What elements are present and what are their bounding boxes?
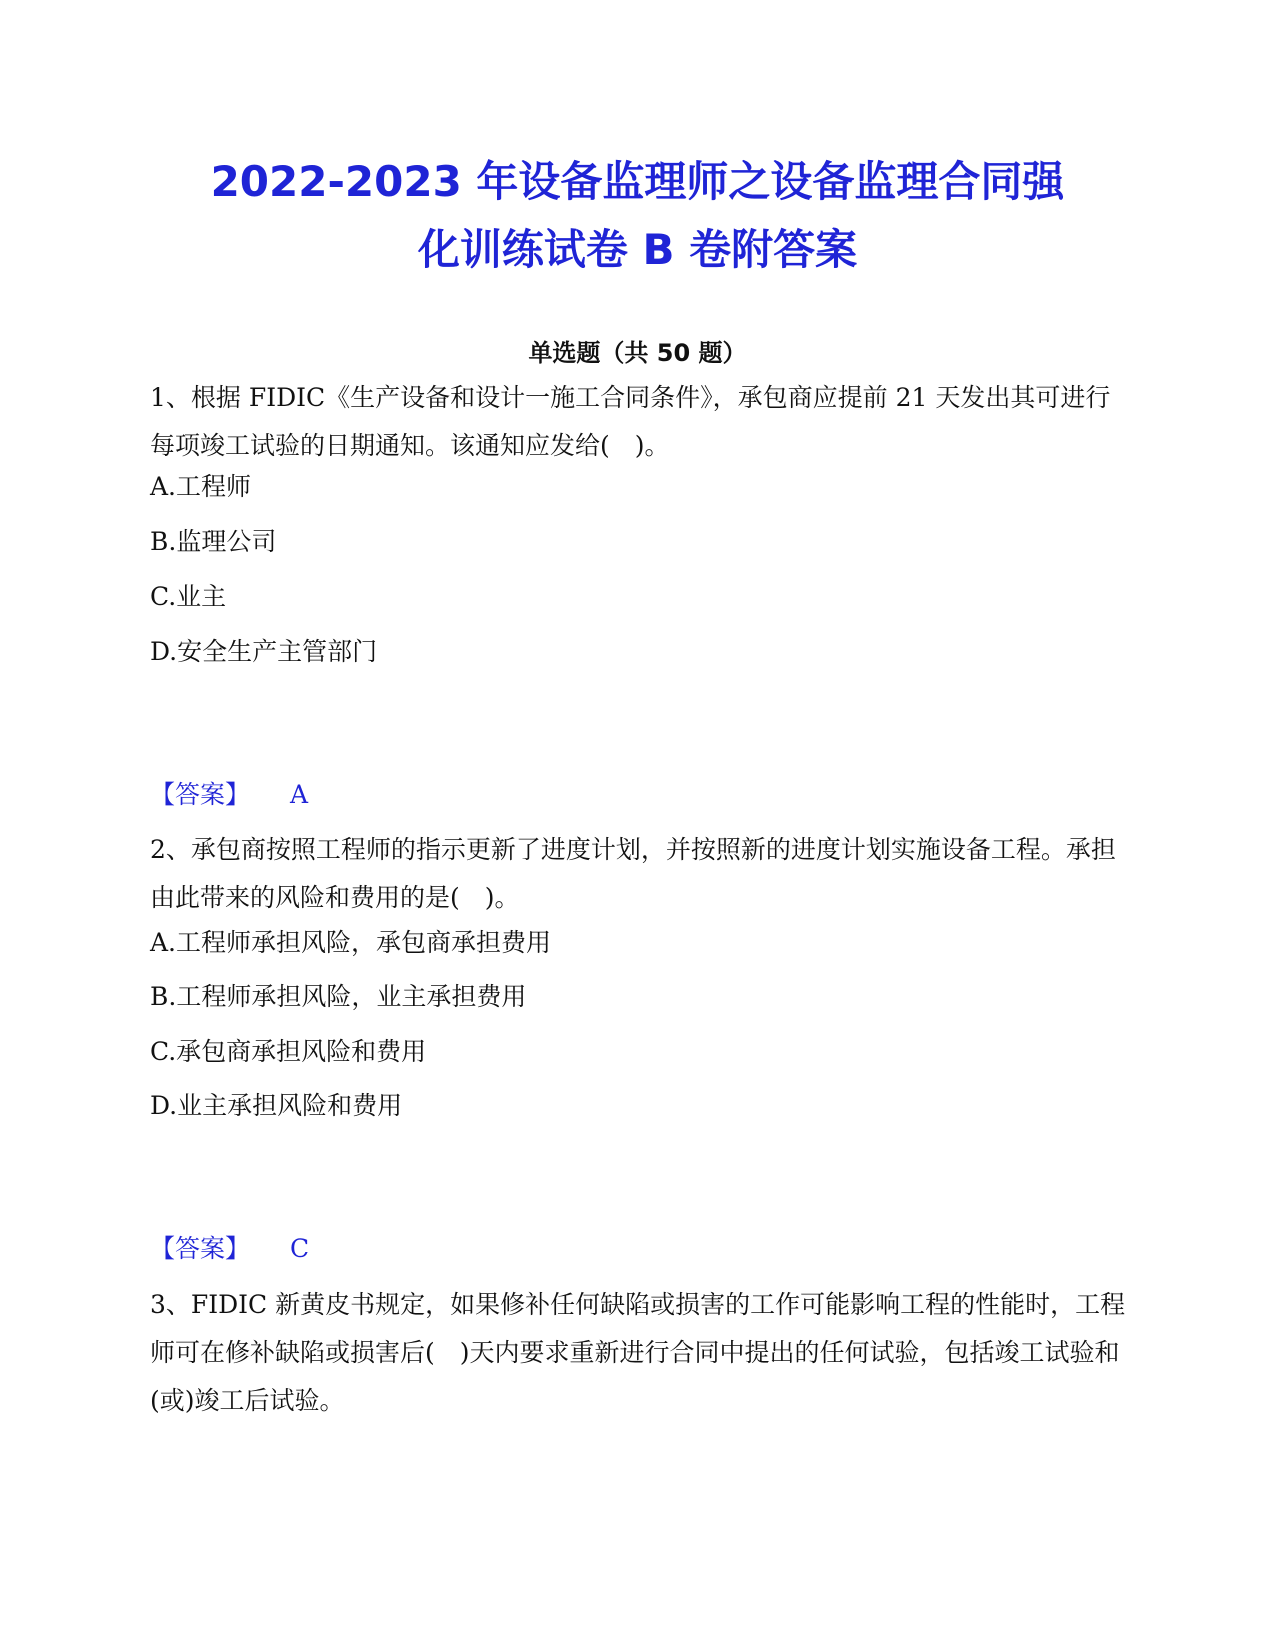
question-2-option-b: B.工程师承担风险，业主承担费用 xyxy=(150,982,527,1011)
section-heading: 单选题（共 50 题） xyxy=(528,339,747,367)
answer-value: C xyxy=(290,1234,310,1263)
question-2-option-d: D.业主承担风险和费用 xyxy=(150,1091,403,1120)
title-line-2: 化训练试卷 B 卷附答案 xyxy=(417,225,858,274)
title-line-1: 2022-2023 年设备监理师之设备监理合同强 xyxy=(210,157,1065,206)
answer-value: A xyxy=(290,780,309,809)
answer-label: 【答案】 xyxy=(150,1234,251,1263)
question-3-text: 3、FIDIC 新黄皮书规定，如果修补任何缺陷或损害的工作可能影响工程的性能时，工程师可在修补缺陷或损害后( )天内要求重新进行合同中提出的任何试验，包括竣工试验和(或)竣工后试验。 xyxy=(150,1290,1126,1415)
document-title xyxy=(100,148,1175,284)
question-1-option-b: B.监理公司 xyxy=(150,527,277,556)
question-1-option-c: C.业主 xyxy=(150,582,227,611)
question-1-answer xyxy=(150,777,308,813)
question-1-option-d: D.安全生产主管部门 xyxy=(150,637,378,666)
question-2-text: 2、承包商按照工程师的指示更新了进度计划，并按照新的进度计划实施设备工程。承担由此带来的风险和费用的是( )。 xyxy=(150,835,1116,912)
question-1-text: 1、根据 FIDIC《生产设备和设计一施工合同条件》，承包商应提前 21 天发出其可进行每项竣工试验的日期通知。该通知应发给( )。 xyxy=(150,383,1111,460)
question-2-answer xyxy=(150,1231,309,1267)
answer-label: 【答案】 xyxy=(150,780,251,809)
question-1-option-a: A.工程师 xyxy=(150,472,252,501)
question-2-option-c: C.承包商承担风险和费用 xyxy=(150,1037,427,1066)
question-2-option-a: A.工程师承担风险，承包商承担费用 xyxy=(150,928,552,957)
